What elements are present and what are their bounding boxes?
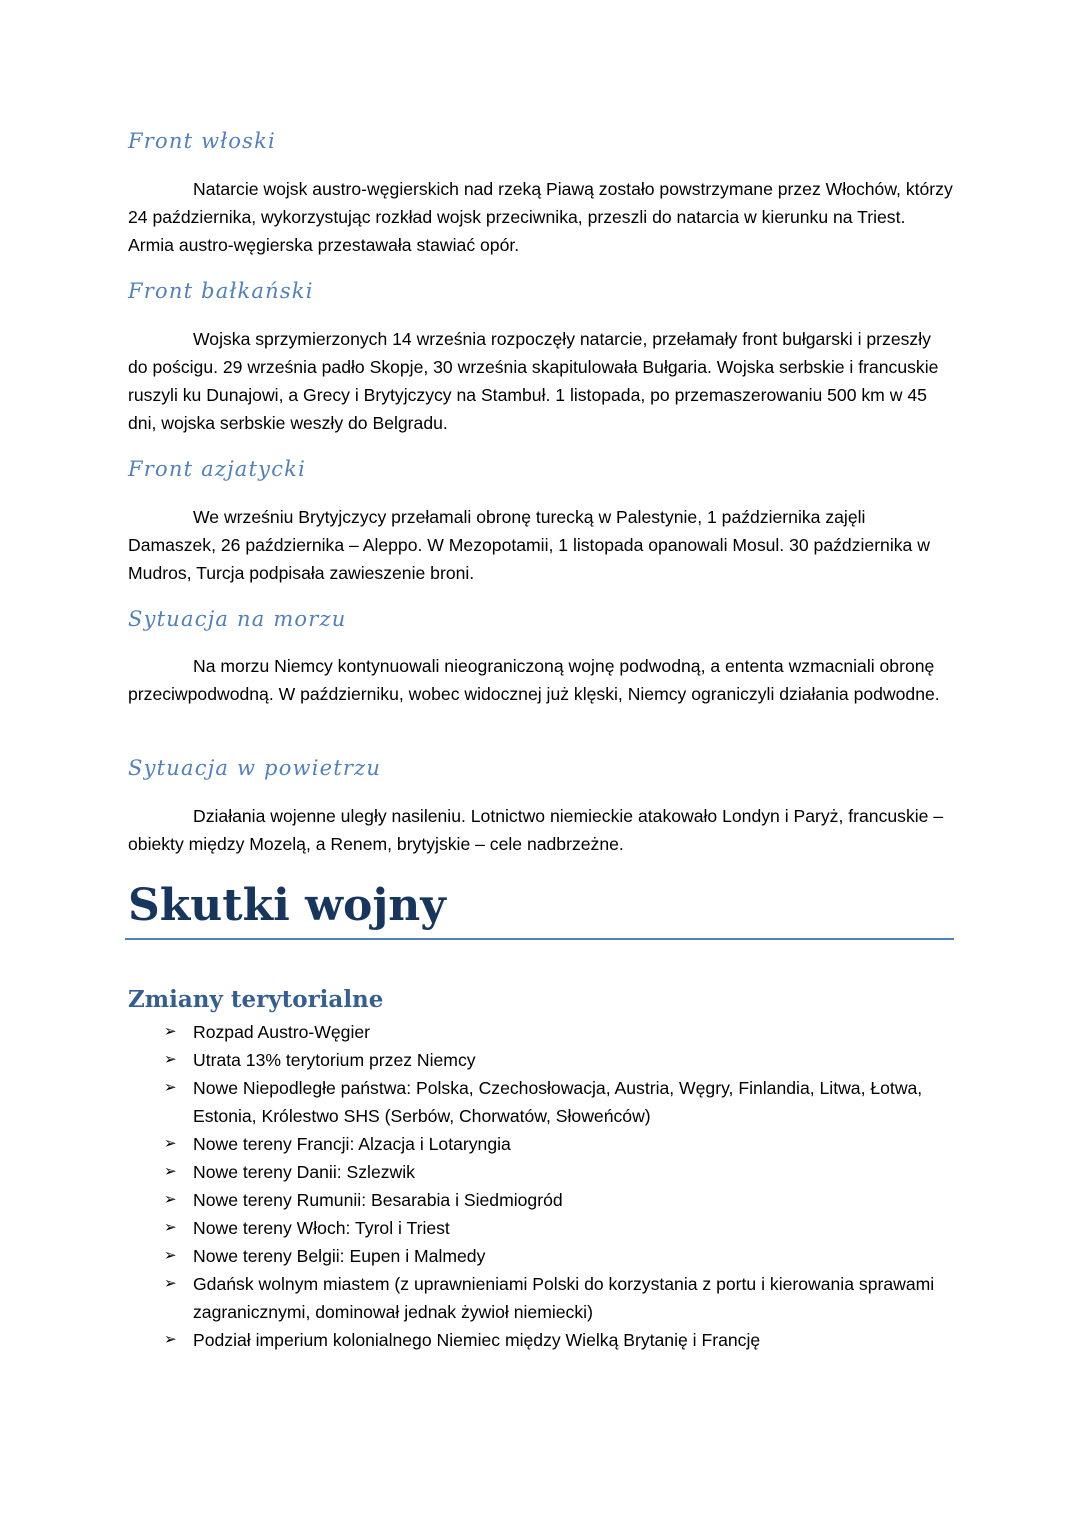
arrow-bullet-icon: ➢: [164, 1023, 177, 1040]
air-situation-heading: Sytuacja w powietrzu: [128, 756, 382, 780]
section-heading: Zmiany terytorialne: [128, 986, 384, 1013]
front-paragraph-italy: Natarcie wojsk austro-węgierskich nad rzeką Piawą zostało powstrzymane przez Włochów, którzy 24 października, wykorzystując rozkład wojsk przeciwnika, przeszli do natarcia w kierunku na Triest. Armia austro-węgierska przestawała stawiać opór.: [128, 179, 953, 255]
list-item: [128, 1046, 954, 1074]
arrow-bullet-icon: ➢: [164, 1135, 177, 1152]
list-item: [128, 1158, 954, 1186]
sea-situation-paragraph: Na morzu Niemcy kontynuowali nieograniczoną wojnę podwodną, a ententa wzmacniali obronę przeciwpodwodną. W październiku, wobec widocznej już klęski, Niemcy ograniczyli działania podwodne.: [128, 656, 940, 704]
air-situation-paragraph: Działania wojenne uległy nasileniu. Lotnictwo niemieckie atakowało Londyn i Paryż, francuskie – obiekty między Mozelą, a Renem, brytyjskie – cele nadbrzeżne.: [128, 806, 944, 854]
arrow-bullet-icon: ➢: [164, 1051, 177, 1068]
list-item: [128, 1018, 954, 1046]
front-heading-asia: Front azjatycki: [128, 457, 307, 481]
list-item-text: Nowe tereny Włoch: Tyrol i Triest: [193, 1218, 450, 1238]
arrow-bullet-icon: ➢: [164, 1079, 177, 1096]
list-item: [128, 1130, 954, 1158]
arrow-bullet-icon: ➢: [164, 1331, 177, 1348]
front-paragraph-balkans: Wojska sprzymierzonych 14 września rozpoczęły natarcie, przełamały front bułgarski i przeszły do pościgu. 29 września padło Skopje, 30 września skapitulowała Bułgaria. Wojska serbskie i francuskie ruszyli ku Dunajowi, a Grecy i Brytyjczycy na Stambuł. 1 listopada, po przemaszerowaniu 500 km w 45 dni, wojska serbskie weszły do Belgradu.: [128, 329, 939, 433]
list-item-text: Podział imperium kolonialnego Niemiec między Wielką Brytanię i Francję: [193, 1330, 761, 1350]
front-heading-balkans: Front bałkański: [128, 279, 314, 303]
front-paragraph-asia: We wrześniu Brytyjczycy przełamali obronę turecką w Palestynie, 1 października zajęli Damaszek, 26 października – Aleppo. W Mezopotamii, 1 listopada opanowali Mosul. 30 października w Mudros, Turcja podpisała zawieszenie broni.: [128, 507, 930, 583]
page-title: Skutki wojny: [128, 880, 446, 931]
arrow-bullet-icon: ➢: [164, 1219, 177, 1236]
list-item-text: Nowe tereny Belgii: Eupen i Malmedy: [193, 1246, 486, 1266]
arrow-bullet-icon: ➢: [164, 1191, 177, 1208]
list-item: [128, 1242, 954, 1270]
title-divider: [125, 938, 954, 940]
list-item-text: Rozpad Austro-Węgier: [193, 1022, 370, 1042]
list-item-text: Gdańsk wolnym miastem (z uprawnieniami Polski do korzystania z portu i kierowania sprawami zagranicznymi, dominował jednak żywioł niemiecki): [193, 1274, 935, 1322]
list-item: [128, 1326, 954, 1354]
arrow-bullet-icon: ➢: [164, 1247, 177, 1264]
arrow-bullet-icon: ➢: [164, 1163, 177, 1180]
list-item-text: Nowe tereny Danii: Szlezwik: [193, 1162, 415, 1182]
list-item: [128, 1270, 954, 1326]
list-item-text: Nowe tereny Francji: Alzacja i Lotaryngia: [193, 1134, 511, 1154]
list-item: [128, 1214, 954, 1242]
list-item: [128, 1074, 954, 1130]
front-heading-italy: Front włoski: [128, 129, 276, 153]
list-item-text: Utrata 13% terytorium przez Niemcy: [193, 1050, 476, 1070]
list-item-text: Nowe Niepodległe państwa: Polska, Czechosłowacja, Austria, Węgry, Finlandia, Litwa, Łotwa, Estonia, Królestwo SHS (Serbów, Chorwatów, Słoweńców): [193, 1078, 923, 1126]
territorial-changes-list: [128, 1018, 954, 1354]
arrow-bullet-icon: ➢: [164, 1275, 177, 1292]
list-item-text: Nowe tereny Rumunii: Besarabia i Siedmiogród: [193, 1190, 563, 1210]
list-item: [128, 1186, 954, 1214]
sea-situation-heading: Sytuacja na morzu: [128, 607, 347, 631]
